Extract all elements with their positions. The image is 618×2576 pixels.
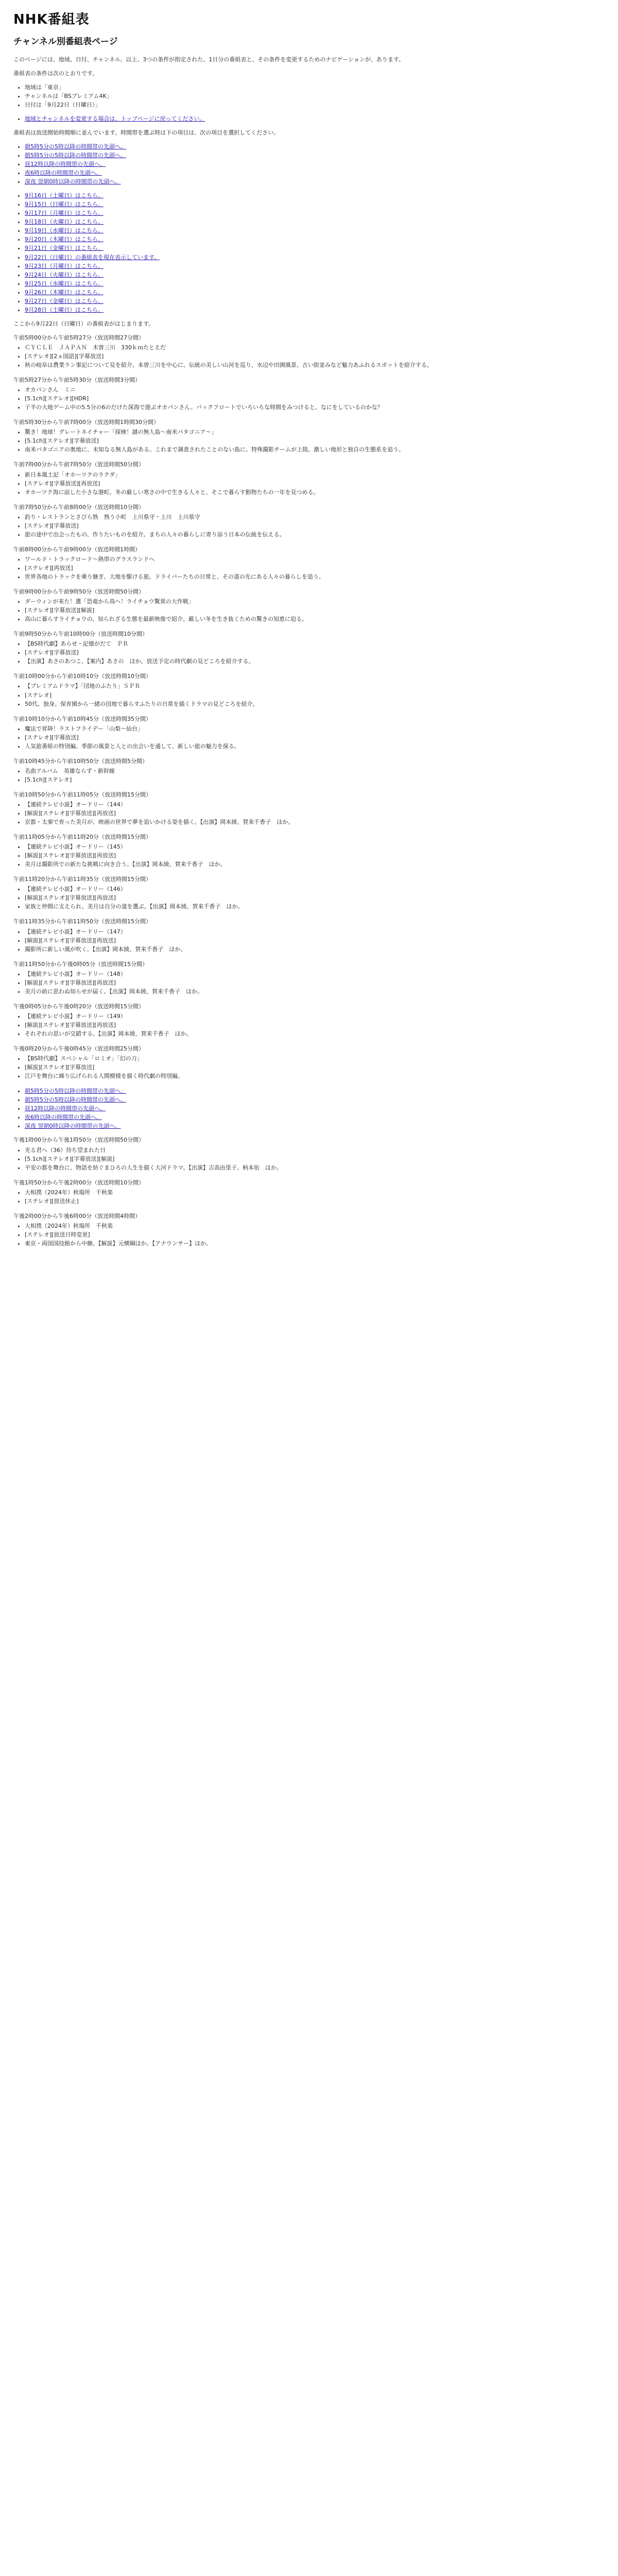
program-detail-line: • それぞれの思いが交錯する。【出演】岡本綾、賀来千香子 ほか。 — [25, 1029, 605, 1038]
program-detail-line: • 江戸を舞台に繰り広げられる人間模様を描く時代劇の特別編。 — [25, 1072, 605, 1080]
program-entry — [13, 1044, 605, 1080]
program-entry — [13, 875, 605, 911]
program-detail-line: • [ステレオ][字幕放送][解説] — [25, 606, 605, 615]
program-time: 午後2時00分から午後6時00分（放送時間4時間） — [13, 1212, 141, 1219]
program-detail-line: • [ステレオ][字幕放送] — [25, 648, 605, 657]
program-time: 午前9時00分から午前9時50分（放送時間50分間） — [13, 588, 144, 596]
program-detail-line: • [ステレオ][放送休止] — [25, 1197, 605, 1206]
listing-intro: ここから9月22日（日曜日）の番組表がはじまります。 — [13, 320, 154, 327]
program-time: 午前7時00分から午前7時50分（放送時間50分間） — [13, 461, 144, 468]
time-nav-link[interactable]: 昼12時以降の時間帯の先頭へ。 — [25, 161, 106, 168]
program-detail-line: • 南米パタゴニアの奥地に、未知なる無人島がある。これまで調査されたことのない島に、特殊撮影チームが上陸。激しい地形と独自の生態系を追う。 — [25, 445, 605, 454]
program-entry — [13, 1136, 605, 1172]
time-nav-item — [25, 142, 605, 151]
program-details — [13, 555, 605, 581]
program-detail-line: • 家族と仲間に支えられ、美月は自分の道を選ぶ。【出演】岡本綾、賀来千香子 ほか。 — [25, 902, 605, 911]
program-title: • 魔法で昇降！ラストフライデー「山梨～仙台」 — [25, 724, 605, 733]
program-details — [13, 1146, 605, 1172]
time-nav-link[interactable]: 朝5時5分の5時以降の時間帯の先頭へ。 — [25, 143, 126, 150]
program-time: 午前10時10分から午前10時45分（放送時間35分間） — [13, 715, 151, 722]
program-details — [13, 885, 605, 911]
time-nav-item — [25, 160, 605, 168]
program-list — [13, 333, 605, 1080]
program-details — [13, 842, 605, 869]
time-nav-link[interactable]: 夜6時以降の時間帯の先頭へ。 — [25, 1114, 102, 1121]
program-entry — [13, 333, 605, 369]
program-detail-line: • [ステレオ] — [25, 691, 605, 700]
program-entry — [13, 1002, 605, 1038]
program-entry — [13, 790, 605, 826]
program-detail-line: • [5.1ch][ステレオ][字幕放送] — [25, 436, 605, 445]
time-nav-item — [25, 1113, 605, 1122]
program-time: 午前10時00分から午前10時10分（放送時間10分間） — [13, 673, 151, 680]
date-nav-link[interactable]: 9月23日（月曜日）はこちら。 — [25, 262, 104, 269]
program-details — [13, 1188, 605, 1206]
program-time: 午前8時00分から午前9時00分（放送時間1時間） — [13, 546, 141, 553]
condition-item: • 日付は「9月22日（日曜日）」 — [25, 100, 605, 109]
condition-note: 番組表の条件は次のとおりです。 — [13, 70, 98, 77]
program-detail-line: • 人気旅番組の特別編。季節の風景と人との出会いを通して、新しい旅の魅力を探る。 — [25, 742, 605, 751]
time-nav-item — [25, 168, 605, 177]
program-details — [13, 682, 605, 708]
time-nav-link[interactable]: 朝5時5分の5時以降の時間帯の先頭へ。 — [25, 152, 126, 159]
time-nav-link[interactable]: 朝5時5分の5時以降の時間帯の先頭へ。 — [25, 1096, 126, 1104]
program-detail-line: • 美月の前に思わぬ知らせが届く。【出演】岡本綾、賀来千香子 ほか。 — [25, 987, 605, 996]
program-title: • 【BS時代劇】スペシャル「ロミオ」「幻の刀」 — [25, 1054, 605, 1063]
condition-list — [13, 83, 605, 109]
program-detail-line: • [5.1ch][ステレオ][字幕放送][解説] — [25, 1155, 605, 1163]
date-nav-item — [25, 270, 605, 279]
program-detail-line: • 旅の途中で出会ったもの、作りたいものを紹介。まちの人々の暮らしに寄り添う日本の伝統を伝える。 — [25, 530, 605, 539]
program-entry — [13, 460, 605, 496]
date-nav-link[interactable]: 9月15日（日曜日）はこちら。 — [25, 201, 104, 208]
program-title: • ＣＹＣＬＥ ＪＡＰＡＮ 木曽三川 330ｋｍたとえだ — [25, 343, 605, 352]
program-detail-line: • [解説][ステレオ][字幕放送][再放送] — [25, 978, 605, 987]
date-nav-item — [25, 191, 605, 200]
date-nav-item — [25, 253, 605, 262]
program-title: • 【連続テレビ小説】オードリー（149） — [25, 1012, 605, 1021]
program-title: • 光る君へ（36）待ち望まれた日 — [25, 1146, 605, 1155]
program-detail-line: • 【出演】あさのあつこ、【案内】あさの ほか。放送予定の時代劇の見どころを紹介する。 — [25, 657, 605, 666]
program-time: 午前10時45分から午前10時50分（放送時間5分間） — [13, 757, 148, 765]
time-nav-link[interactable]: 朝5時5分の5時以降の時間帯の先頭へ。 — [25, 1088, 126, 1095]
program-entry — [13, 1178, 605, 1206]
program-entry — [13, 960, 605, 996]
time-nav-link[interactable]: 深夜 翌朝0時以降の時間帯の先頭へ。 — [25, 1123, 121, 1130]
time-nav — [13, 142, 605, 186]
program-details — [13, 470, 605, 497]
program-details — [13, 385, 605, 412]
condition-item: • チャンネルは「BSプレミアム4K」 — [25, 92, 605, 100]
program-title: • 名曲アルバム 英雄ならず・新幹線 — [25, 767, 605, 775]
program-title: • オカパンさん ミニ — [25, 385, 605, 394]
page-title: チャンネル別番組表ページ — [13, 37, 118, 47]
program-title: • 大相撲（2024年）秋場所 千秋楽 — [25, 1222, 605, 1230]
date-nav-item — [25, 200, 605, 209]
time-nav-link[interactable]: 昼12時以降の時間帯の先頭へ。 — [25, 1105, 106, 1112]
program-detail-line: • 撮影所に新しい風が吹く。【出演】岡本綾、賀来千香子 ほか。 — [25, 945, 605, 954]
program-details — [13, 1222, 605, 1248]
program-entry — [13, 917, 605, 953]
program-time: 午前5時00分から午前5時27分（放送時間27分間） — [13, 334, 144, 341]
change-link-list — [13, 114, 605, 123]
program-detail-line: • 東京・両国国技館から中継。【解説】元横綱ほか。【アナウンサー】ほか。 — [25, 1239, 605, 1248]
date-nav-link[interactable]: 9月28日（土曜日）はこちら。 — [25, 306, 104, 313]
time-nav-link[interactable]: 夜6時以降の時間帯の先頭へ。 — [25, 170, 102, 177]
date-nav-link[interactable]: 9月21日（金曜日）はこちら。 — [25, 245, 104, 252]
program-detail-line: • [ステレオ][字幕放送][再放送] — [25, 479, 605, 488]
program-title: • 驚き！地球！グレートネイチャー「探検！謎の無人島～南米パタゴニア～」 — [25, 428, 605, 436]
condition-item: • 地域は「東京」 — [25, 83, 605, 92]
date-nav-link[interactable]: 9月22日（日曜日）の番組表を現在表示しています。 — [25, 253, 160, 261]
program-details — [13, 724, 605, 751]
date-nav-item — [25, 279, 605, 288]
program-detail-line: • [5.1ch][ステレオ] — [25, 775, 605, 784]
program-details — [13, 970, 605, 996]
program-detail-line: • [5.1ch][ステレオ][HDR] — [25, 394, 605, 403]
program-detail-line: • 高山に暮らすライチョウの、知られざる生態を最新映像で紹介。厳しい冬を生き抜くための驚きの知恵に迫る。 — [25, 615, 605, 623]
program-time: 午前7時50分から午前8時00分（放送時間10分間） — [13, 503, 144, 511]
page — [0, 0, 618, 1248]
program-time: 午後0時05分から午後0時20分（放送時間15分間） — [13, 1003, 144, 1010]
program-entry — [13, 503, 605, 539]
program-details — [13, 767, 605, 784]
program-detail-line: • 美月は撮影所での新たな挑戦に向き合う。【出演】岡本綾、賀来千香子 ほか。 — [25, 860, 605, 869]
program-time: 午後1時00分から午後1時50分（放送時間50分間） — [13, 1137, 144, 1144]
program-detail-line: • [ステレオ][字幕放送] — [25, 521, 605, 530]
program-details — [13, 800, 605, 826]
date-nav-link[interactable]: 9月18日（火曜日）はこちら。 — [25, 218, 104, 226]
program-detail-line: • [解説][ステレオ][字幕放送][再放送] — [25, 893, 605, 902]
date-nav-item — [25, 217, 605, 226]
program-entry — [13, 757, 605, 784]
date-nav-link[interactable]: 9月19日（水曜日）はこちら。 — [25, 227, 104, 234]
change-link-item — [25, 114, 605, 123]
date-nav — [13, 191, 605, 314]
time-nav-item — [25, 1095, 605, 1104]
time-nav-bottom — [13, 1087, 605, 1130]
time-nav-item — [25, 151, 605, 160]
program-detail-line: • 世界各地のトラックを乗り継ぎ、大地を駆ける旅。ドライバーたちの日常と、その道の先にある人々の暮らしを追う。 — [25, 572, 605, 581]
program-detail-line: • [解説][ステレオ][字幕放送][再放送] — [25, 851, 605, 860]
site-title: NHK番組表 — [13, 12, 90, 27]
program-detail-line: • 平安の都を舞台に、物語を紡ぐまひろの人生を描く大河ドラマ。【出演】吉高由里子、柄本佑 ほか。 — [25, 1163, 605, 1172]
time-nav-item — [25, 177, 605, 186]
date-nav-link[interactable]: 9月27日（金曜日）はこちら。 — [25, 297, 104, 304]
program-entry — [13, 715, 605, 751]
date-nav-link[interactable]: 9月20日（木曜日）はこちら。 — [25, 236, 104, 243]
date-nav-item — [25, 262, 605, 270]
program-detail-line: • [解説][ステレオ][字幕放送] — [25, 1063, 605, 1072]
program-detail-line: • 50代、独身。保育園から一緒の団地で暮らすふたりの日常を描くドラマの見どころを紹介。 — [25, 700, 605, 708]
date-nav-link[interactable]: 9月16日（土曜日）はこちら。 — [25, 192, 104, 199]
program-title: • 【連続テレビ小説】オードリー（148） — [25, 970, 605, 978]
date-nav-link[interactable]: 9月25日（水曜日）はこちら。 — [25, 280, 104, 287]
date-note: 番組表は放送開始時間順に並んでいます。時間帯を選ぶ時は下の項目は、次の項目を選択してください。 — [13, 129, 280, 136]
date-nav-link[interactable]: 9月17日（月曜日）はこちら。 — [25, 210, 104, 217]
program-detail-line: • [ステレオ][2ヵ国語][字幕放送] — [25, 352, 605, 361]
program-title: • ダーウィンが来た！選「恐竜から鳥へ！ライチョウ驚異の大作戦」 — [25, 597, 605, 606]
program-title: • 新日本風土記「オホーツクのラクダ」 — [25, 470, 605, 479]
program-details — [13, 597, 605, 623]
program-entry — [13, 1212, 605, 1248]
program-title: • 【連続テレビ小説】オードリー（145） — [25, 842, 605, 851]
date-nav-item — [25, 209, 605, 217]
program-detail-line: • 京都・太秦で育った美月が、映画の世界で夢を追いかける姿を描く。【出演】岡本綾、賀来千香子 ほか。 — [25, 818, 605, 826]
program-list-after — [13, 1136, 605, 1248]
time-nav-item — [25, 1087, 605, 1095]
program-detail-line: • [解説][ステレオ][字幕放送][再放送] — [25, 936, 605, 945]
program-details — [13, 428, 605, 454]
program-title: • 釣り・レストランとさびら熟 熟う小町 上川県守・上川 上川県守 — [25, 513, 605, 521]
program-detail-line: • [解説][ステレオ][字幕放送][再放送] — [25, 1021, 605, 1029]
intro-text: このページには、地域、日付、チャンネル、以上、3つの条件が指定された、1日分の番組表と、その条件を変更するためのナビゲーションが、あります。 — [13, 56, 404, 63]
program-entry — [13, 587, 605, 623]
program-title: • 【連続テレビ小説】オードリー（147） — [25, 927, 605, 936]
program-entry — [13, 630, 605, 666]
program-details — [13, 343, 605, 369]
program-time: 午前11時05分から午前11時20分（放送時間15分間） — [13, 834, 151, 841]
program-time: 午前11時35分から午前11時50分（放送時間15分間） — [13, 918, 151, 925]
program-detail-line: • オホーツク海に面した小さな港町。冬の厳しい寒さの中で生きる人々と、そこで暮らす動物たちの一年を見つめる。 — [25, 488, 605, 497]
program-title: • 【連続テレビ小説】オードリー（146） — [25, 885, 605, 893]
date-nav-item — [25, 288, 605, 297]
program-time: 午前11時50分から午後0時05分（放送時間15分間） — [13, 960, 148, 968]
date-nav-item — [25, 235, 605, 244]
program-time: 午前5時30分から午前7時00分（放送時間1時間30分間） — [13, 419, 159, 426]
program-details — [13, 927, 605, 954]
program-title: • 大相撲（2024年）秋場所 千秋楽 — [25, 1188, 605, 1197]
program-details — [13, 639, 605, 666]
program-time: 午後1時50分から午後2時00分（放送時間10分間） — [13, 1179, 144, 1186]
program-entry — [13, 833, 605, 869]
date-nav-item — [25, 244, 605, 252]
program-time: 午後0時20分から午後0時45分（放送時間25分間） — [13, 1045, 144, 1053]
date-nav-item — [25, 306, 605, 314]
time-nav-link[interactable]: 深夜 翌朝0時以降の時間帯の先頭へ。 — [25, 178, 121, 185]
date-nav-item — [25, 297, 605, 306]
program-title: • 【連続テレビ小説】オードリー（144） — [25, 800, 605, 809]
program-title: • 【BS時代劇】あらせ・記憶がだて ＰＲ — [25, 639, 605, 648]
program-detail-line: • 子羊の大地ゲーム中の5.5分の6のだけた深海で遊ぶオカパンさん。バックフロートでいろいろな時間をみつけると、なにをしているのかな？ — [25, 403, 605, 412]
program-detail-line: • 秋の岐阜は農業ラン事記について見を紹介。本曽三川を中心に、伝統の美しい山河を巡り、水辺や田園風景、古い街並みなど魅力あふれるスポットを紹介する。 — [25, 361, 605, 369]
program-detail-line: • [ステレオ][放送日時変更] — [25, 1230, 605, 1239]
program-detail-line: • [ステレオ][字幕放送] — [25, 733, 605, 742]
date-nav-item — [25, 226, 605, 235]
program-time: 午前5時27分から午前5時30分（放送時間3分間） — [13, 377, 141, 384]
program-time: 午前11時20分から午前11時35分（放送時間15分間） — [13, 876, 151, 883]
program-detail-line: • [ステレオ][再放送] — [25, 564, 605, 572]
program-detail-line: • [解説][ステレオ][字幕放送][再放送] — [25, 809, 605, 818]
program-entry — [13, 418, 605, 454]
time-nav-item — [25, 1104, 605, 1113]
program-time: 午前9時50分から午前10時00分（放送時間10分間） — [13, 631, 148, 638]
program-details — [13, 1012, 605, 1038]
program-time: 午前10時50分から午前11時05分（放送時間15分間） — [13, 791, 151, 798]
change-channel-link[interactable]: 地域とチャンネルを変更する場合は、トップページに戻ってください。 — [25, 115, 205, 122]
program-entry — [13, 672, 605, 708]
date-nav-link[interactable]: 9月26日（木曜日）はこちら。 — [25, 289, 104, 296]
program-entry — [13, 376, 605, 412]
program-details — [13, 513, 605, 539]
program-details — [13, 1054, 605, 1080]
program-title: • ワールド・トラックロード～熱帯のグラスランドへ — [25, 555, 605, 564]
program-entry — [13, 545, 605, 581]
date-nav-link[interactable]: 9月24日（火曜日）はこちら。 — [25, 271, 104, 278]
program-title: • 【プレミアムドラマ】「団地のふたり」ＳＰＲ — [25, 682, 605, 690]
time-nav-item — [25, 1122, 605, 1130]
